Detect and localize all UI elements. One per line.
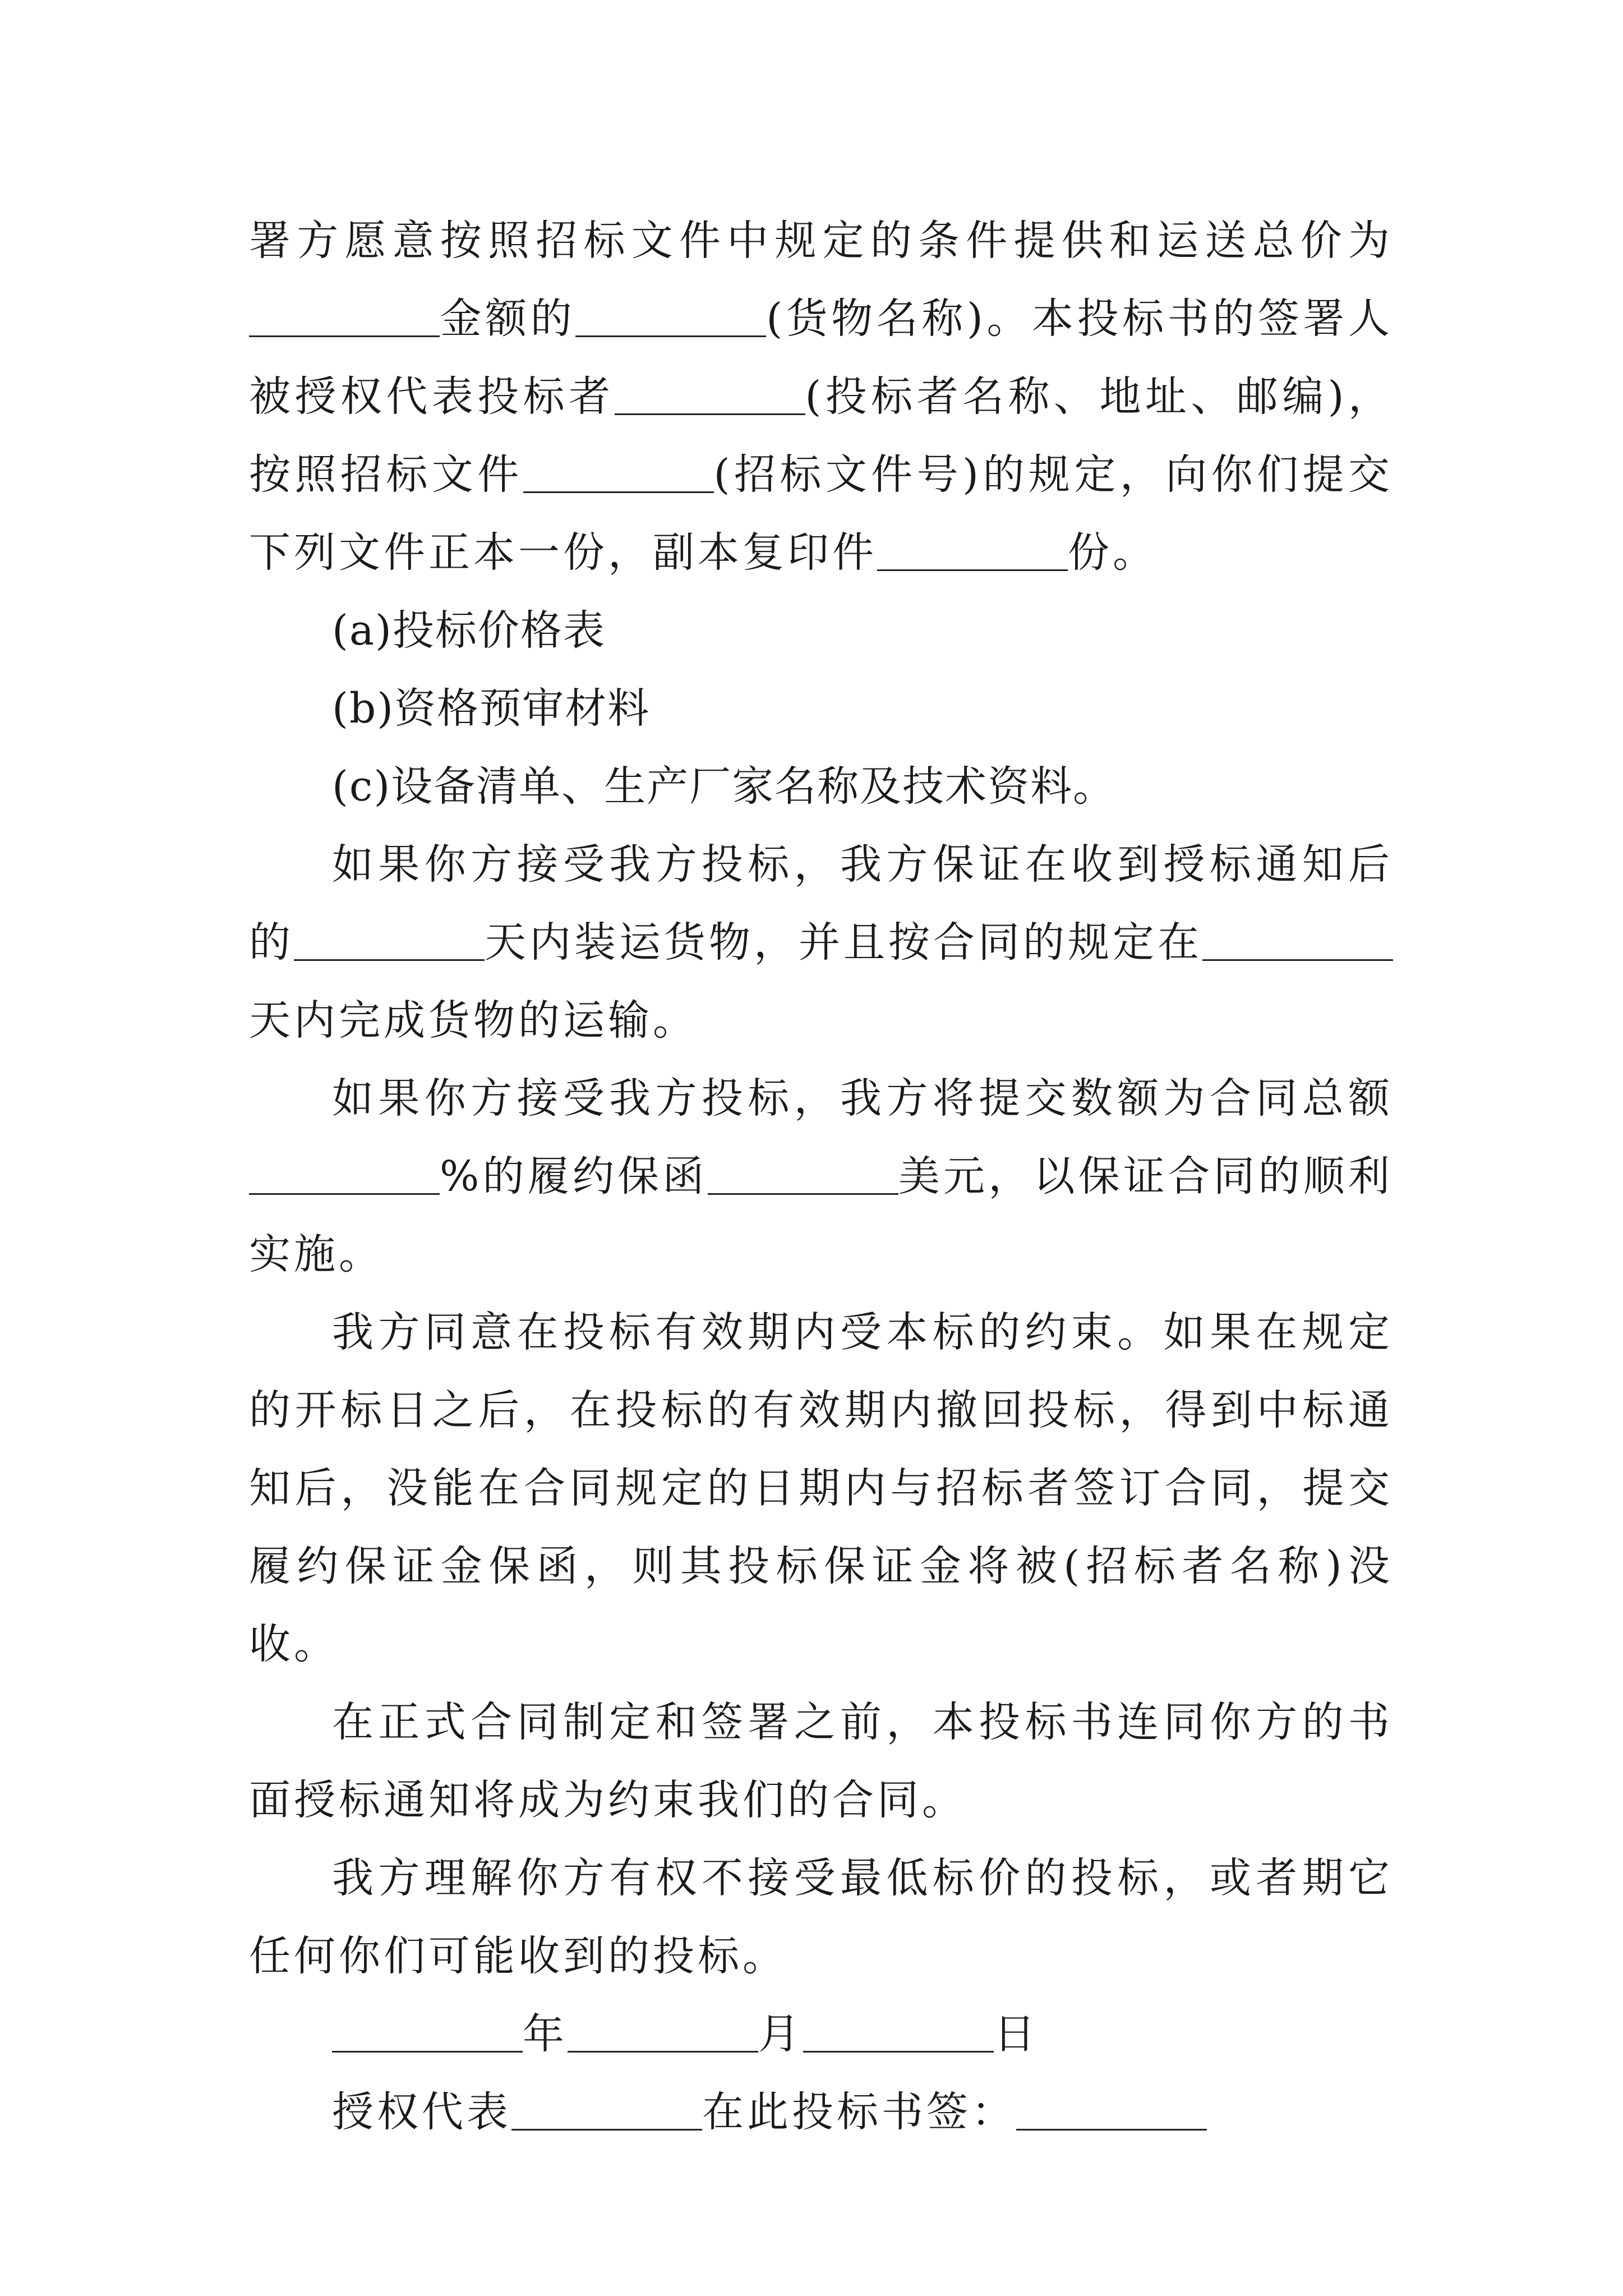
blank-day [803, 2012, 994, 2053]
list-item-equipment: (c)设备清单、生产厂家名称及技术资料。 [332, 762, 1116, 811]
blank-tender-doc-number [523, 452, 714, 493]
date-line [249, 1995, 1393, 2073]
intro-text-4: (投标者名称、地址、邮编)，按照招标文件 [249, 372, 1393, 499]
blank-transport-days [1202, 920, 1393, 961]
bond-text-3: 美元，以保证合同的顺利实施。 [249, 1152, 1393, 1278]
delivery-text-1: 如果你方接受我方投标，我方保证在收到授标通知后的 [249, 840, 1393, 967]
blank-copy-count [877, 530, 1068, 571]
delivery-text-2: 天内装运货物，并且按合同的规定在 [485, 918, 1202, 967]
blank-total-price [249, 296, 440, 337]
paragraph-validity: 我方同意在投标有效期内受本标的约束。如果在规定的开标日之后，在投标的有效期内撤回投标，得到中标通知后，没能在合同规定的日期内与招标者签订合同，提交履约保证金保函，则其投标保证金将被(招标者名称)没收。 [249, 1308, 1393, 1668]
date-month-label: 月 [758, 2010, 803, 2058]
intro-text-6: 份。 [1068, 528, 1158, 577]
blank-bond-amount [708, 1154, 898, 1195]
intro-text-5: (招标文件号)的规定，向你们提交下列文件正本一份，副本复印件 [249, 450, 1394, 577]
blank-representative [511, 2090, 702, 2131]
blank-signature [1016, 2090, 1207, 2131]
list-item-qualification: (b)资格预审材料 [332, 684, 651, 733]
signature-label-2: 在此投标书签： [702, 2088, 1016, 2136]
paragraph-delivery [249, 826, 1393, 1060]
blank-month [568, 2012, 758, 2053]
document-body [249, 202, 1393, 2151]
list-item-price-table: (a)投标价格表 [332, 606, 606, 655]
blank-goods-name [575, 296, 766, 337]
bond-text-1: 如果你方接受我方投标，我方将提交数额为合同总额 [332, 1074, 1393, 1122]
bond-text-2: %的履约保函 [440, 1152, 708, 1200]
date-day-label: 日 [994, 2010, 1039, 2058]
paragraph-bid-intro [249, 202, 1393, 592]
signature-label-1: 授权代表 [332, 2088, 511, 2136]
paragraph-lowest-bid: 我方理解你方有权不接受最低标价的投标，或者期它任何你们可能收到的投标。 [249, 1854, 1393, 1980]
intro-text-3: (货物名称)。本投标书的签署人被授权代表投标者 [249, 295, 1393, 421]
date-year-label: 年 [523, 2010, 568, 2058]
signature-line [249, 2073, 1393, 2151]
intro-text-2: 金额的 [440, 295, 576, 343]
paragraph-performance-bond [249, 1060, 1393, 1294]
delivery-text-3: 天内完成货物的运输。 [249, 996, 698, 1045]
paragraph-contract-binding: 在正式合同制定和签署之前，本投标书连同你方的书面授标通知将成为约束我们的合同。 [249, 1698, 1393, 1824]
intro-text-1: 署方愿意按照招标文件中规定的条件提供和运送总价为 [249, 217, 1393, 265]
blank-bidder-info [615, 374, 805, 415]
blank-shipping-days [294, 920, 485, 961]
blank-year [332, 2012, 523, 2053]
blank-bond-percent [249, 1154, 440, 1195]
